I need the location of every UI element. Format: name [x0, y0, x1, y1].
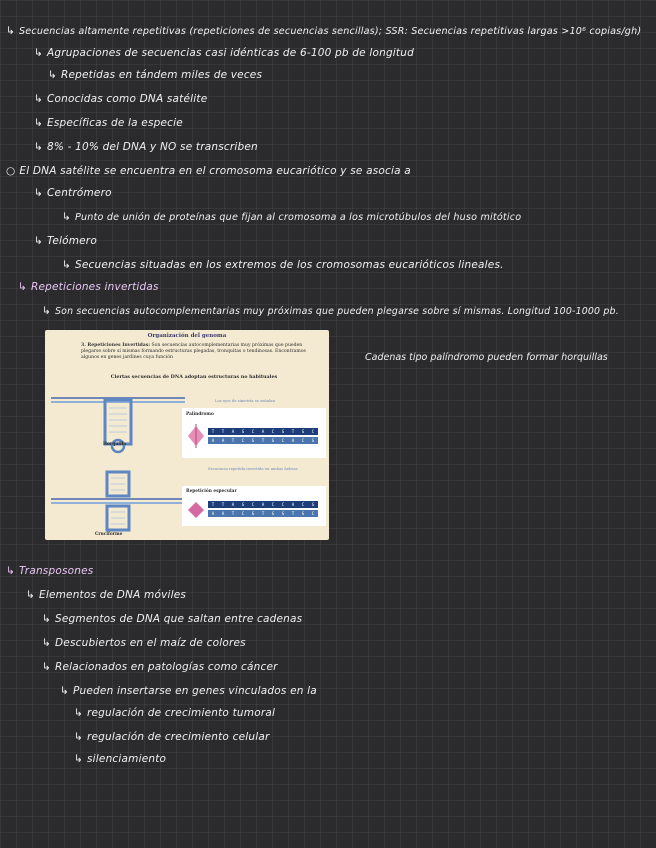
slide-title: Organización del genoma	[147, 333, 227, 339]
inverted-repeat-label: Repetición especular	[186, 489, 237, 494]
arrow-icon: ↳	[60, 685, 69, 697]
side-note: Cadenas tipo palíndromo pueden formar horquillas	[365, 352, 608, 363]
note-line-3	[48, 68, 262, 82]
arrow-icon: ↳	[34, 235, 43, 247]
note-text: Segmentos de DNA que saltan entre cadenas	[55, 613, 303, 625]
note-line-1	[6, 24, 641, 39]
note-text: Transposones	[19, 565, 94, 577]
note-line-20	[74, 706, 275, 720]
cruciform-diagram	[49, 468, 187, 534]
arrow-icon: ↳	[18, 281, 27, 293]
circle-bullet-icon: ○	[6, 165, 16, 177]
note-line-11	[62, 258, 504, 272]
note-line-18	[42, 660, 278, 674]
note-text: Pueden insertarse en genes vinculados en la	[73, 685, 317, 697]
note-line-13	[42, 304, 619, 319]
note-text: Secuencias situadas en los extremos de los cromosomas eucarióticos lineales.	[75, 259, 504, 271]
note-line-19	[60, 684, 317, 698]
note-text: regulación de crecimiento tumoral	[87, 707, 276, 719]
arrow-icon: ↳	[34, 187, 43, 199]
inverted-repeat-panel	[182, 486, 326, 526]
mirror-icon	[186, 499, 206, 521]
note-line-21	[74, 730, 269, 744]
palindrome-seq-top: T T A G C A C G T G C	[208, 428, 318, 435]
note-line-15	[26, 588, 186, 602]
note-line-17	[42, 636, 246, 650]
note-text: Específicas de la especie	[47, 117, 183, 129]
arrow-icon: ↳	[42, 613, 51, 625]
arrow-icon: ↳	[42, 305, 51, 317]
note-line-12	[18, 280, 159, 294]
hairpin-label: Horquilla	[103, 442, 126, 447]
arrow-icon: ↳	[6, 25, 15, 37]
note-line-16	[42, 612, 302, 626]
note-line-10	[34, 234, 97, 248]
note-line-8	[34, 186, 112, 200]
note-line-4	[34, 92, 207, 106]
note-text: Agrupaciones de secuencias casi idénticas de 6-100 pb de longitud	[47, 47, 414, 59]
palindrome-label: Palíndromo	[186, 412, 214, 417]
palindrome-seq-bottom: A A T C G T G C A C G	[208, 437, 318, 444]
note-text: silenciamiento	[87, 753, 167, 765]
arrow-icon: ↳	[48, 69, 57, 81]
note-text: Son secuencias autocomplementarias muy próximas que pueden plegarse sobre sí mismas. Longitud 100-1000 pb.	[55, 306, 619, 317]
arrow-icon: ↳	[34, 141, 43, 153]
symmetry-caption: Los ejes de simetría se señalan	[215, 398, 275, 403]
note-text: Centrómero	[47, 187, 112, 199]
embedded-slide-image	[45, 330, 329, 540]
note-text: Conocidas como DNA satélite	[47, 93, 208, 105]
note-text: Repeticiones invertidas	[31, 281, 159, 293]
arrow-icon: ↳	[42, 637, 51, 649]
note-line-9	[62, 210, 521, 225]
note-text: 8% - 10% del DNA y NO se transcriben	[47, 141, 258, 153]
arrow-icon: ↳	[62, 211, 71, 223]
note-text: Punto de unión de proteínas que fijan al cromosoma a los microtúbulos del huso mitótico	[75, 212, 522, 223]
arrow-icon: ↳	[74, 731, 83, 743]
inverted-seq-top: T T A G C A C C A C G	[208, 501, 318, 508]
arrow-icon: ↳	[34, 93, 43, 105]
note-line-6	[34, 140, 258, 154]
arrow-icon: ↳	[34, 117, 43, 129]
arrow-icon: ↳	[62, 259, 71, 271]
note-line-5	[34, 116, 183, 130]
inverted-seq-bottom: A A T C G T G G T G C	[208, 510, 318, 517]
arrow-icon: ↳	[34, 47, 43, 59]
note-text: Relacionados en patologías como cáncer	[55, 661, 278, 673]
slide-subtitle: Ciertas secuencias de DNA adoptan estructuras no habituales	[110, 374, 278, 380]
note-line-2	[34, 46, 414, 60]
note-line-7	[6, 164, 411, 178]
arrow-icon: ↳	[6, 565, 15, 577]
arrow-icon: ↳	[74, 753, 83, 765]
arrow-icon: ↳	[42, 661, 51, 673]
note-text: Secuencias altamente repetitivas (repeticiones de secuencias sencillas); SSR: Secuencias repetitivas largas >10⁶ copias/gh)	[19, 26, 642, 37]
note-text: Repetidas en tándem miles de veces	[61, 69, 263, 81]
note-line-14	[6, 564, 93, 578]
cruciform-label: Cruciforme	[95, 532, 123, 537]
note-text: El DNA satélite se encuentra en el cromosoma eucariótico y se asocia a	[19, 165, 411, 177]
palindrome-icon	[186, 424, 206, 448]
palindrome-panel	[182, 408, 326, 458]
note-line-22	[74, 752, 166, 766]
inverted-caption: Secuencia repetida invertida en ambas hebras	[208, 466, 298, 471]
slide-intro: 3. Repeticiones Invertidas: Son secuencias autocomplementarias muy próximas que pueden plegarse sobre sí mismas formando estructuras plegadas, tronquitas o tendinosas. Encontramos algunos en genes jardines cuya función	[81, 343, 306, 360]
arrow-icon: ↳	[74, 707, 83, 719]
note-text: Descubiertos en el maíz de colores	[55, 637, 246, 649]
note-text: Telómero	[47, 235, 97, 247]
note-text: regulación de crecimiento celular	[87, 731, 270, 743]
arrow-icon: ↳	[26, 589, 35, 601]
note-text: Elementos de DNA móviles	[39, 589, 187, 601]
